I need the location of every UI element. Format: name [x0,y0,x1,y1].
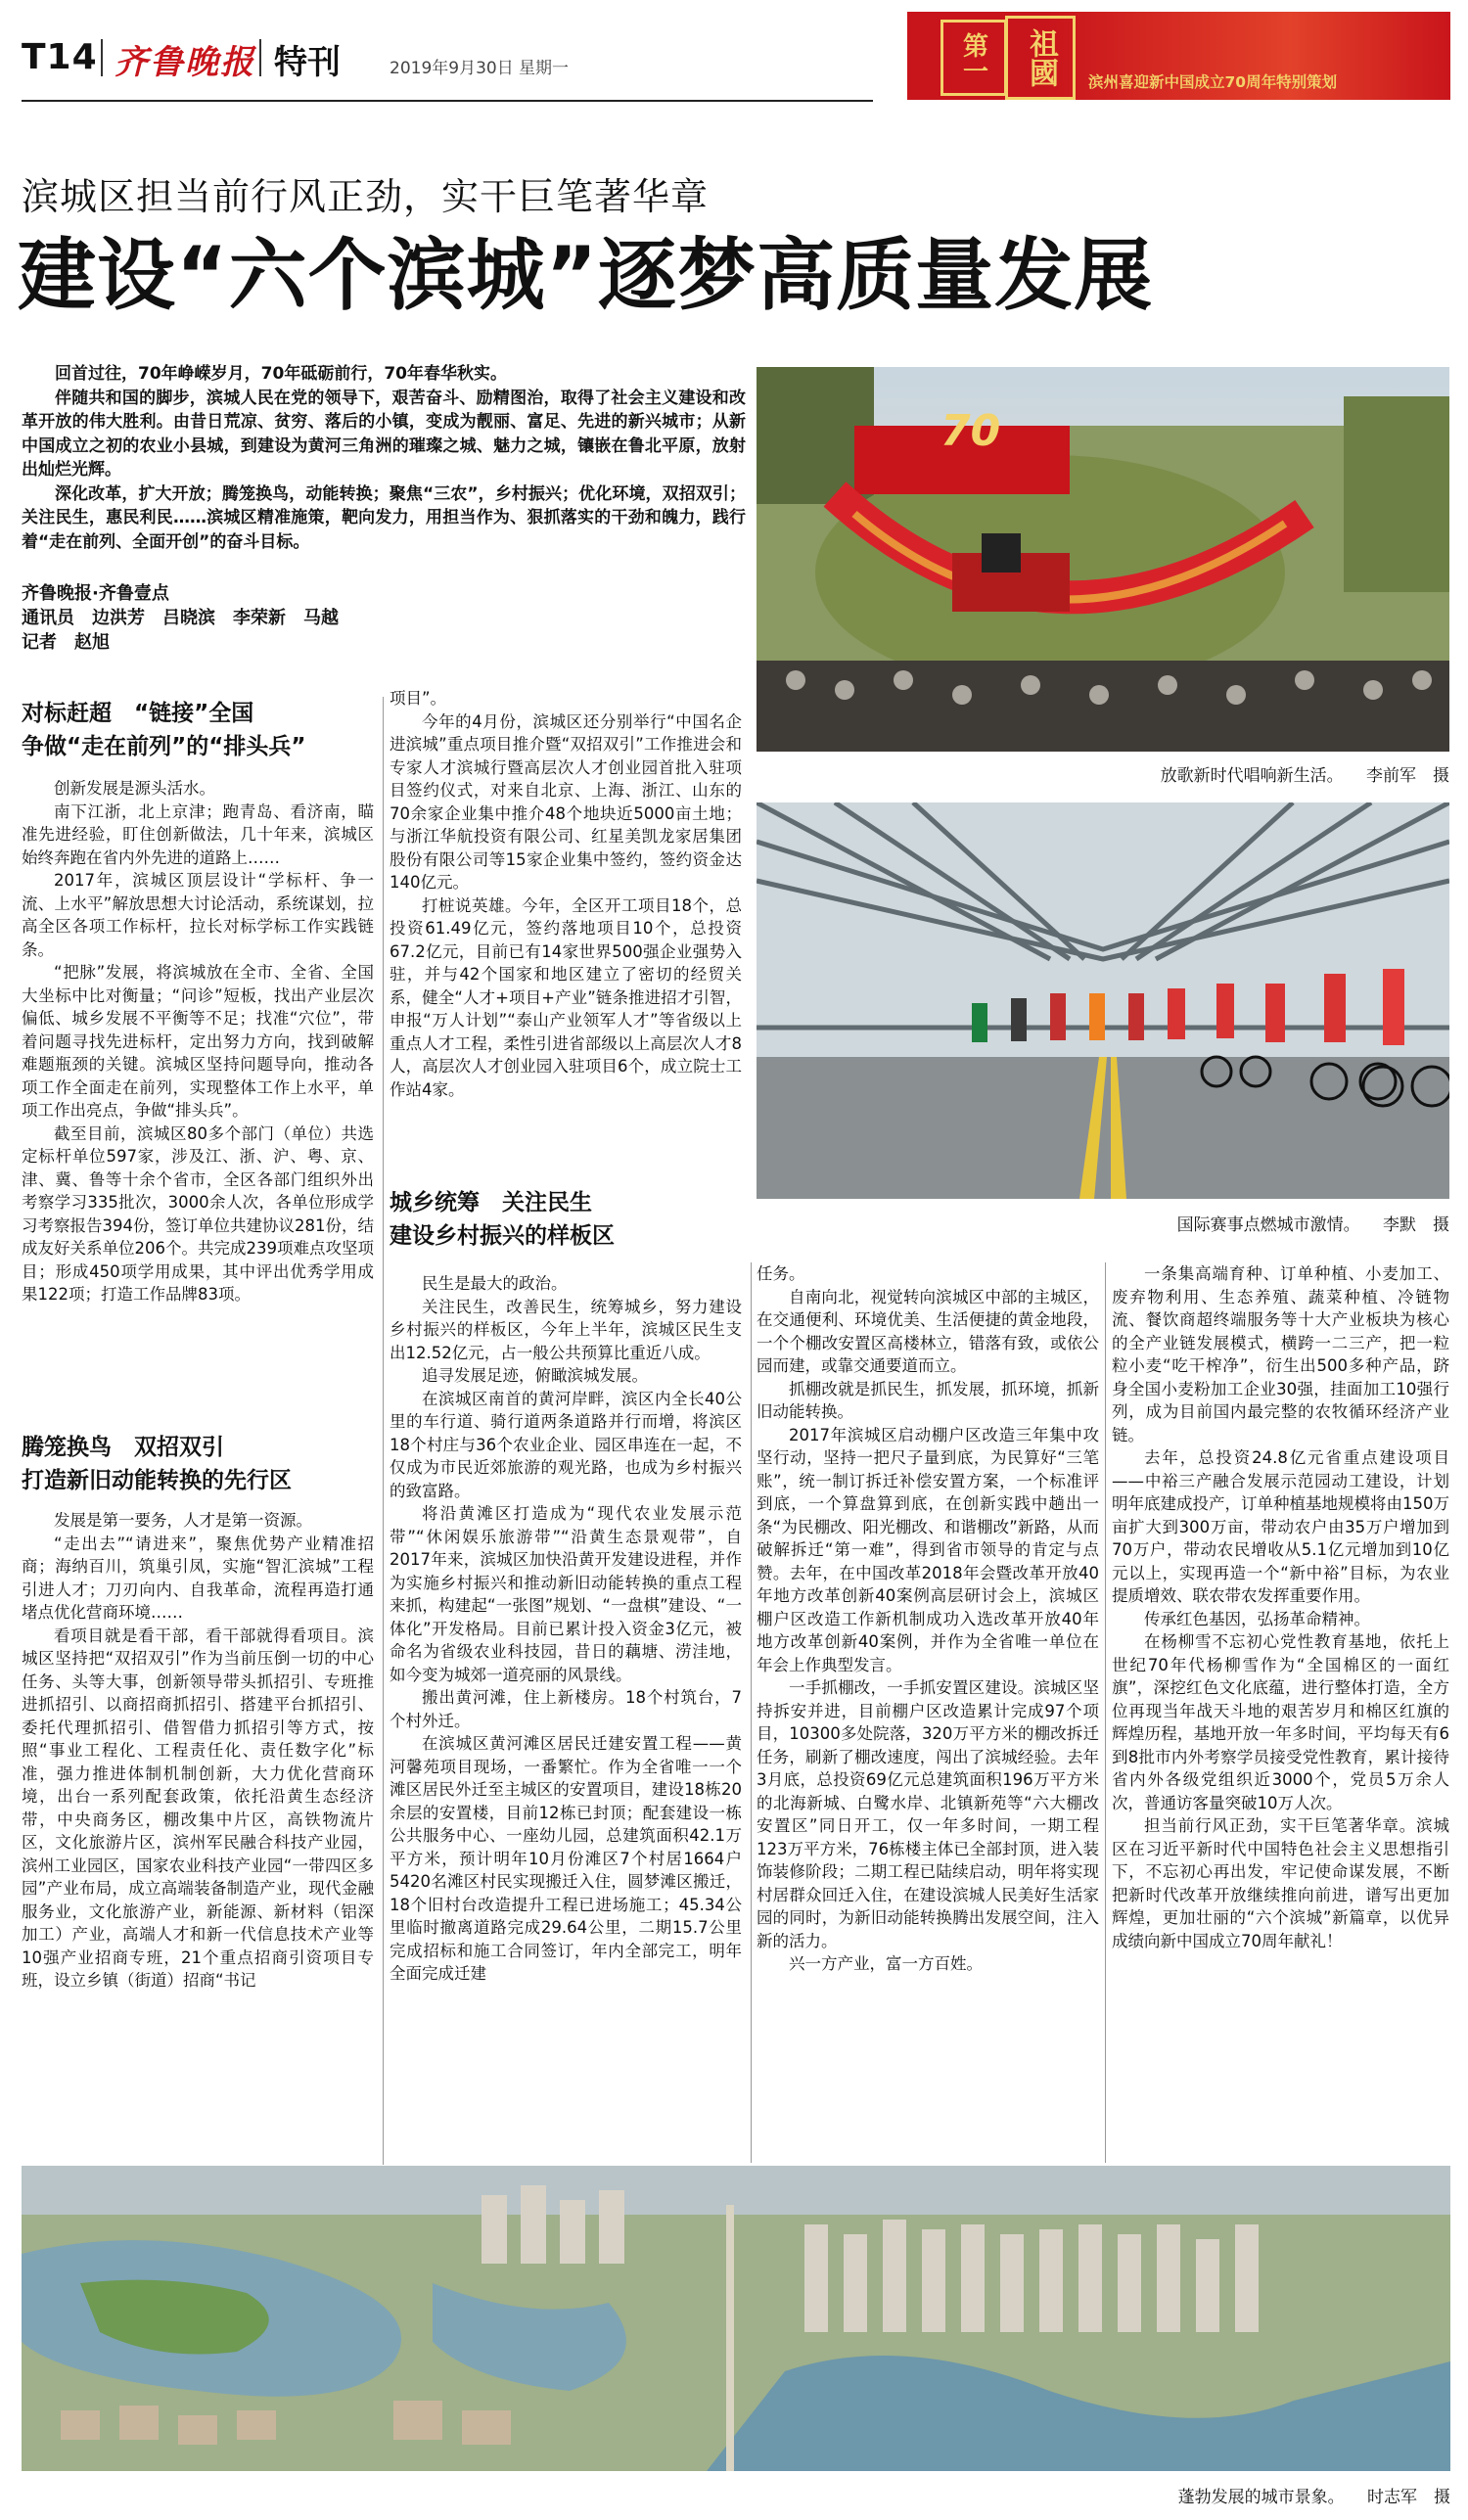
section1-heading-1: 对标赶超 “链接”全国 [22,701,254,726]
caption-text: 蓬勃发展的城市景象。 [1177,2488,1345,2507]
banner-tagline: 滨州喜迎新中国成立70周年特别策划 [1088,73,1338,91]
section2-heading-2: 打造新旧动能转换的先行区 [22,1468,292,1493]
byline [22,581,374,655]
column-2-text-b [390,1272,742,1986]
masthead-divider [101,39,103,76]
paragraph: 在杨柳雪不忘初心党性教育基地，依托上世纪70年代杨柳雪作为“全国棉区的一面红旗”，深挖红色文化底蕴，进行整体打造，全方位再现当年战天斗地的艰苦岁月和棉区红旗的辉煌历程，基地开放一年多时间，平均每天有6到8批市内外考察学员接受党性教育，累计接待省内外各级党组织近3000个，党员5万余人次，普通访客量突破10万人次。 [1112,1632,1449,1812]
caption-text: 放歌新时代唱响新生活。 [1160,766,1344,786]
photo-city-caption [22,2483,1450,2507]
lead-paragraph: 深化改革，扩大开放；腾笼换鸟，动能转换；聚焦“三农”，乡村振兴；优化环境，双招双引；关注民生，惠民利民……滨城区精准施策，靶向发力，用担当作为、狠抓落实的干劲和魄力，践行着“走在前列、全面开创”的奋斗目标。 [22,483,746,552]
paragraph: 民生是最大的政治。 [422,1274,568,1293]
paragraph: 一手抓棚改，一手抓安置区建设。滨城区坚持拆安并进，目前棚户区改造累计完成97个项目，10300多处院落，320万平方米的棚改拆迁任务，刷新了棚改速度，闯出了滨城经验。去年3月底，总投资69亿元总建筑面积196万平方米的北海新城、白鹭水岸、北镇新苑等“六大棚改安置区”同日开工，仅一年多时间，一期工程123万平方米，76栋楼主体已全部封顶，进入装饰装修阶段；二期工程已陆续启动，明年将实现村居群众回迁入住，在建设滨城人民美好生活家园的同时，为新旧动能转换腾出发展空间，注入新的活力。 [757,1678,1099,1950]
headline-main: 建设“六个滨城”逐梦高质量发展 [18,230,1154,321]
paragraph: 截至目前，滨城区80多个部门（单位）共选定标杆单位597家，涉及江、浙、沪、粤、京、津、冀、鲁等十余个省市，全区各部门组织外出考察学习335批次，3000余人次，各单位形成学习考察报告394份，签订单位共建协议281份，结成友好关系单位206个。共完成239项难点攻坚项目；形成450项学用成果，其中评出优秀学用成果122项；打造工作品牌83项。 [22,1123,374,1304]
paragraph: 2017年，滨城区顶层设计“学标杆、争一流、上水平”解放思想大讨论活动，系统谋划，拉高全区各项工作标杆，拉长对标学标工作实践链条。 [22,871,374,959]
paragraph: 将沿黄滩区打造成为“现代农业发展示范带”“休闲娱乐旅游带”“沿黄生态景观带”，自2017年来，滨城区加快沿黄开发建设进程，并作为实施乡村振兴和推动新旧动能转换的重点工程来抓，构建起“一张图”规划、“一盘棋”建设、“一体化”开发格局。目前已累计投入资金3亿元，被命名为省级农业科技园，昔日的藕塘、涝洼地，如今变为城郊一道亮丽的风景线。 [390,1504,742,1684]
paragraph: 创新发展是源头活水。 [54,779,215,798]
paragraph: 担当前行风正劲，实干巨笔著华章。滨城区在习近平新时代中国特色社会主义思想指引下，不忘初心再出发，牢记使命谋发展，不断把新时代改革开放继续推向前进，谱写出更加辉煌，更加壮丽的“六个滨城”新篇章，以优异成绩向新中国成立70周年献礼！ [1112,1816,1449,1950]
column-2-text [390,687,742,1101]
column-1-text-b [22,1509,374,1993]
paragraph: “把脉”发展，将滨城放在全市、全省、全国大坐标中比对衡量；“问诊”短板，找出产业层次偏低、城乡发展不平衡等不足；找准“穴位”，带着问题寻找先进标杆，定出努力方向，找到破解难题瓶颈的关键。滨城区坚持问题导向，推动各项工作全面走在前列，实现整体工作上水平，单项工作出亮点，争做“排头兵”。 [22,963,374,1120]
headline-kicker: 滨城区担当前行风正劲，实干巨笔著华章 [22,175,710,218]
byline-reporters-label: 通讯员 [22,608,74,628]
column-divider [751,1262,752,2163]
photo-ceremony [757,367,1449,752]
photo-cycling-image [757,802,1449,1199]
photo-ceremony-image [757,367,1449,752]
column-3-text [757,1262,1099,1976]
banner-seal-text-2: 第一 [958,32,988,83]
paragraph: 兴一方产业，富一方百姓。 [789,1954,983,1973]
section3-heading-1: 城乡统筹 关注民生 [390,1190,592,1215]
section3-heading-2: 建设乡村振兴的样板区 [390,1223,615,1249]
section3-heading [390,1186,742,1253]
masthead [0,0,1468,108]
byline-journalist [22,630,374,655]
section1-heading [22,697,374,763]
byline-journalist-name: 赵旭 [74,632,110,653]
lead-paragraph: 伴随共和国的脚步，滨城人民在党的领导下，艰苦奋斗、励精图治，取得了社会主义建设和改革开放的伟大胜利。由昔日荒凉、贫穷、落后的小镇，变成为靓丽、富足、先进的新兴城市；从新中国成立之初的农业小县城，到建设为黄河三角洲的璀璨之城、魅力之城，镶嵌在鲁北平原，放射出灿烂光辉。 [22,388,746,480]
page-number: T14 [22,37,98,77]
paragraph: 南下江浙，北上京津；跑青岛、看济南，瞄准先进经验，盯住创新做法，几十年来，滨城区始终奔跑在省内外先进的道路上…… [22,802,374,867]
column-1-text [22,777,374,1306]
banner-seal-main [1005,16,1076,100]
section2-heading-1: 腾笼换鸟 双招双引 [22,1435,224,1460]
photo-city-aerial-image [22,2166,1450,2471]
byline-reporters [22,606,374,630]
section-name: 特刊 [274,43,341,82]
caption-credit: 李前军 摄 [1366,766,1449,786]
paragraph: 发展是第一要务，人才是第一资源。 [54,1511,312,1530]
photo-ceremony-caption [757,761,1449,786]
paragraph: 打桩说英雄。今年，全区开工项目18个，总投资61.49亿元，签约落地项目10个，总投资67.2亿元，目前已有14家世界500强企业强势入驻，并与42个国家和地区建立了密切的经贸关系，健全“人才+项目+产业”链条推进招才引智，申报“万人计划”“泰山产业领军人才”等省级以上重点人才工程，柔性引进省部级以上高层次人才8人，高层次人才创业园入驻项目6个，成立院士工作站4家。 [390,895,742,1099]
paragraph: 自南向北，视觉转向滨城区中部的主城区，在交通便利、环境优美、生活便捷的黄金地段，一个个棚改安置区高楼林立，错落有致，或依公园而建，或靠交通要道而立。 [757,1287,1099,1375]
byline-journalist-label: 记者 [22,632,57,653]
paragraph: 在滨城区黄河滩区居民迁建安置工程——黄河馨苑项目现场，一番繁忙。作为全省唯一一个滩区居民外迁至主城区的安置项目，建设18栋20余层的安置楼，目前12栋已封顶；配套建设一栋公共服务中心、一座幼儿园，总建筑面积42.1万平方米，预计明年10月份滩区7个村居1664户5420名滩区村民实现搬迁入住，圆梦滩区搬迁，18个旧村台改造提升工程已进场施工；45.34公里临时撤离道路完成29.64公里，二期15.7公里完成招标和施工合同签订，年内全部完工，明年全面完成迁建 [390,1734,742,1983]
column-4-text [1112,1262,1449,1952]
issue-weekday: 星期一 [519,59,569,78]
photo-ceremony-badge: 70 [940,406,1001,456]
masthead-rule [22,100,873,102]
banner-seal-text: 祖國 [1024,28,1058,87]
caption-credit: 时志军 摄 [1367,2488,1450,2507]
paragraph: 看项目就是看干部，看干部就得看项目。滨城区坚持把“双招双引”作为当前压倒一切的中心任务、头等大事，创新领导带头抓招引、专班推进抓招引、以商招商抓招引、搭建平台抓招引、委托代理抓招引、借智借力抓招引等方式，按照“事业工程化、工程责任化、责任数字化”标准，强力推进体制机制创新，大力优化营商环境，出台一系列配套政策，依托沿黄生态经济带，中央商务区，棚改集中片区，高铁物流片区，文化旅游片区，滨州军民融合科技产业园，滨州工业园区，国家农业科技产业园“一带四区多园”产业布局，成立高端装备制造产业，现代金融服务业，文化旅游产业，新能源、新材料（铝深加工）产业，高端人才和新一代信息技术产业等10强产业招商专班，21个重点招商引资项目专班，设立乡镇（街道）招商“书记 [22,1626,374,1990]
section1-heading-2: 争做“走在前列”的“排头兵” [22,734,306,759]
paragraph: 搬出黄河滩，住上新楼房。18个村筑台，7个村外迁。 [390,1688,742,1730]
masthead-divider-2 [259,39,261,76]
photo-cycling [757,802,1449,1199]
issue-date: 2019年9月30日 [390,59,514,78]
anniversary-banner [907,12,1450,100]
photo-cycling-caption [757,1211,1449,1235]
paragraph: 传承红色基因，弘扬革命精神。 [1144,1609,1370,1628]
banner-seal [940,20,1007,96]
paragraph: 去年，总投资24.8亿元省重点建设项目——中裕三产融合发展示范园动工建设，计划明年底建成投产，订单种植基地规模将由150万亩扩大到300万亩，带动农户由35万户增加到70万户，带动农民增收从5.1亿元增加到10亿元以上，实现再造一个“新中裕”目标，为农业提质增效、联农带农发挥重要作用。 [1112,1448,1449,1605]
column-divider [1105,1262,1106,2163]
byline-reporters-names: 边洪芳 吕晓滨 李荣新 马越 [92,608,339,628]
paragraph: “走出去”“请进来”，聚焦优势产业精准招商；海纳百川，筑巢引凤，实施“智汇滨城”工程引进人才；刀刃向内、自我革命，流程再造打通堵点优化营商环境…… [22,1534,374,1622]
section2-heading [22,1431,374,1497]
paragraph: 抓棚改就是抓民生，抓发展，抓环境，抓新旧动能转换。 [757,1379,1099,1421]
column-divider [383,697,384,2165]
paragraph: 今年的4月份，滨城区还分别举行“中国名企进滨城”重点项目推介暨“双招双引”工作推进会和专家人才滨城行暨高层次人才创业园首批入驻项目签约仪式，对来自北京、上海、浙江、山东的70余家企业集中推介48个地块近5000亩土地；与浙江华航投资有限公司、红星美凯龙家居集团股份有限公司等15家企业集中签约，签约资金达140亿元。 [390,711,742,892]
paragraph: 追寻发展足迹，俯瞰滨城发展。 [422,1366,648,1385]
paragraph: 项目”。 [390,689,447,708]
paragraph: 关注民生，改善民生，统筹城乡，努力建设乡村振兴的样板区，今年上半年，滨城区民生支出12.52亿元，占一般公共预算比重近八成。 [390,1297,742,1362]
paragraph: 一条集高端育种、订单种植、小麦加工、废弃物利用、生态养殖、蔬菜种植、冷链物流、餐饮商超终端服务等十大产业板块为核心的全产业链发展模式，横跨一二三产，把一粒粒小麦“吃干榨净”，衍生出500多种产品，跻身全国小麦粉加工企业30强，挂面加工10强行列，成为目前国内最完整的农牧循环经济产业链。 [1112,1264,1449,1444]
paragraph: 在滨城区南首的黄河岸畔，滨区内全长40公里的车行道、骑行道两条道路并行而增，将滨区18个村庄与36个农业企业、园区串连在一起，不仅成为市民近郊旅游的观光路，也成为乡村振兴的致富路。 [390,1389,742,1500]
paper-name: 齐鲁晚报 [115,43,255,82]
lead-text [22,362,746,554]
byline-org: 齐鲁晚报·齐鲁壹点 [22,583,169,604]
paragraph: 任务。 [757,1264,805,1283]
lead-paragraph: 回首过往，70年峥嵘岁月，70年砥砺前行，70年春华秋实。 [55,364,507,384]
paragraph: 2017年滨城区启动棚户区改造三年集中攻坚行动，坚持一把尺子量到底，为民算好“三笔账”，统一制订拆迁补偿安置方案，一个标准评到底，一个算盘算到底，在创新实践中趟出一条“为民棚改、阳光棚改、和谐棚改”新路，从而破解拆迁“第一难”，得到省市领导的肯定与点赞。去年，在中国改革2018年会暨改革开放40年地方改革创新40案例高层研讨会上，滨城区棚户区改造工作新机制成功入选改革开放40年地方改革创新40案例，并作为全省唯一单位在年会上作典型发言。 [757,1425,1099,1674]
photo-city-aerial [22,2166,1450,2471]
caption-credit: 李默 摄 [1383,1215,1449,1235]
caption-text: 国际赛事点燃城市激情。 [1176,1215,1360,1235]
